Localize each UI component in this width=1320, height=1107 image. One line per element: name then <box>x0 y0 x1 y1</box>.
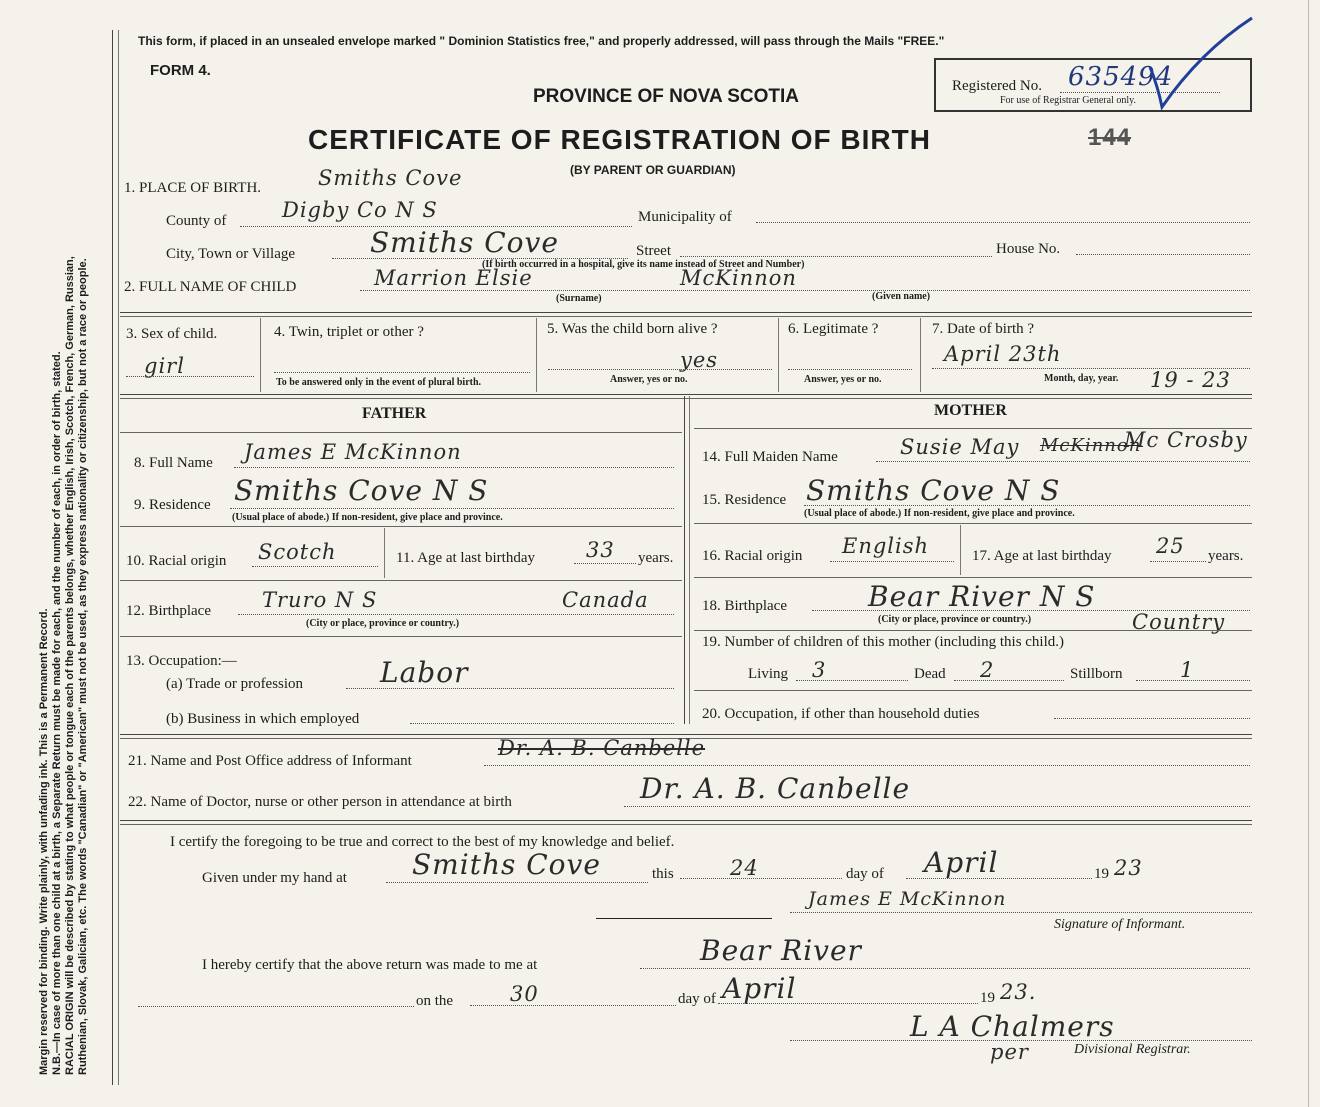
city-value: Smiths Cove <box>370 226 559 259</box>
doctor-label: 22. Name of Doctor, nurse or other person in attendance at birth <box>128 794 512 810</box>
city-label: City, Town or Village <box>166 246 296 262</box>
given-month-value: April <box>924 846 999 879</box>
page-edge <box>1308 0 1309 1107</box>
legitimate-label: 6. Legitimate ? <box>788 321 879 337</box>
father-residence-value: Smiths Cove N S <box>234 474 489 507</box>
informant-struck-value: Dr. A. B. Canbelle <box>498 736 706 760</box>
title-struck-number: 144 <box>1088 124 1132 151</box>
father-occupation-label: 13. Occupation:— <box>126 653 237 669</box>
father-birthplace-caption: (City or place, province or country.) <box>306 618 460 629</box>
mother-residence-caption: (Usual place of abode.) If non-resident, give place and province. <box>804 508 1075 519</box>
checkmark-icon <box>1140 12 1260 112</box>
informant-signature: James E McKinnon <box>808 888 1007 910</box>
father-birthplace-value: Truro N S <box>262 588 378 612</box>
father-trade-value: Labor <box>380 656 469 689</box>
mother-age-label: 17. Age at last birthday <box>972 548 1112 564</box>
informant-signature-caption: Signature of Informant. <box>1054 917 1186 932</box>
registrar-caption: Divisional Registrar. <box>1074 1042 1191 1057</box>
mother-residence-label: 15. Residence <box>702 492 787 508</box>
dob-label: 7. Date of birth ? <box>932 321 1035 337</box>
place-value: Smiths Cove <box>318 166 463 190</box>
father-race-label: 10. Racial origin <box>126 553 227 569</box>
column-divider <box>684 396 685 724</box>
father-birthplace-label: 12. Birthplace <box>126 603 211 619</box>
dob-caption: Month, day, year. <box>1044 373 1119 384</box>
certify-statement: I certify the foregoing to be true and correct to the best of my knowledge and belief. <box>170 834 675 850</box>
municipality-label: Municipality of <box>638 209 732 225</box>
doctor-value: Dr. A. B. Canbelle <box>640 772 911 805</box>
hospital-note: (If birth occurred in a hospital, give its name instead of Street and Number) <box>482 259 805 270</box>
twin-label: 4. Twin, triplet or other ? <box>274 324 424 340</box>
given-place-value: Smiths Cove <box>412 848 601 881</box>
registrar-on-the-label: on the <box>416 993 454 1009</box>
mother-name-value: Susie May <box>900 435 1020 459</box>
alive-caption: Answer, yes or no. <box>610 374 688 385</box>
child-surname-value: McKinnon <box>680 266 797 290</box>
sex-value: girl <box>144 354 185 378</box>
child-name-label: 2. FULL NAME OF CHILD <box>124 279 297 295</box>
margin-note-multiple-births: N.B.—In case of more than one child at a birth, a Separate Return must be made for each, and the number of each, in order of birth, stated. <box>51 351 63 1075</box>
father-age-label: 11. Age at last birthday <box>396 550 535 566</box>
surname-caption: (Surname) <box>556 293 602 304</box>
mother-race-label: 16. Racial origin <box>702 548 803 564</box>
given-under-label: Given under my hand at <box>202 870 347 886</box>
dob-year: 19 - 23 <box>1150 368 1231 392</box>
mother-occupation-label: 20. Occupation, if other than household duties <box>702 706 980 722</box>
stillborn-label: Stillborn <box>1070 666 1123 682</box>
father-age-years: years. <box>638 550 674 566</box>
mail-note: This form, if placed in an unsealed envelope marked " Dominion Statistics free," and properly addressed, will pass through the Mails "FREE." <box>138 34 945 48</box>
registrar-year-prefix: 19 <box>980 990 995 1006</box>
registrar-month-value: April <box>722 972 797 1005</box>
margin-rule-inner <box>118 30 119 1085</box>
place-label: 1. PLACE OF BIRTH. <box>124 180 262 196</box>
mother-heading: MOTHER <box>934 402 1007 419</box>
street-label: Street <box>636 243 671 259</box>
mother-residence-value: Smiths Cove N S <box>806 474 1061 507</box>
dead-label: Dead <box>914 666 946 682</box>
county-value: Digby Co N S <box>282 198 438 222</box>
mother-age-years: years. <box>1208 548 1244 564</box>
this-label: this <box>652 866 674 882</box>
alive-value: yes <box>680 348 719 372</box>
mother-name-label: 14. Full Maiden Name <box>702 449 838 465</box>
registrar-day-value: 30 <box>510 982 539 1006</box>
registered-label: Registered No. <box>952 78 1042 94</box>
dob-value: April 23th <box>944 342 1062 366</box>
province-heading: PROVINCE OF NOVA SCOTIA <box>533 86 800 107</box>
father-trade-label: (a) Trade or profession <box>166 676 304 692</box>
father-name-label: 8. Full Name <box>134 455 213 471</box>
given-day-value: 24 <box>730 856 759 880</box>
living-value: 3 <box>812 658 827 682</box>
alive-label: 5. Was the child born alive ? <box>547 321 718 337</box>
mother-name-corrected: Mc Crosby <box>1124 428 1248 452</box>
registrar-note: For use of Registrar General only. <box>1000 95 1136 106</box>
father-race-value: Scotch <box>258 540 337 564</box>
father-residence-caption: (Usual place of abode.) If non-resident, give place and province. <box>232 512 503 523</box>
registrar-place-value: Bear River <box>700 934 862 967</box>
mother-age-value: 25 <box>1156 534 1185 558</box>
dead-value: 2 <box>980 658 995 682</box>
registrar-signature-per: per <box>990 1040 1029 1064</box>
margin-notes <box>30 20 110 1090</box>
registrar-year-value: 23. <box>1000 980 1037 1004</box>
legitimate-caption: Answer, yes or no. <box>804 374 882 385</box>
given-year-prefix: 19 <box>1094 866 1109 882</box>
form-number: FORM 4. <box>150 62 211 79</box>
given-year-value: 23 <box>1114 856 1143 880</box>
father-residence-label: 9. Residence <box>134 497 211 513</box>
father-heading: FATHER <box>362 405 427 422</box>
informant-label: 21. Name and Post Office address of Informant <box>128 753 412 769</box>
father-birthplace-country: Canada <box>562 588 649 612</box>
certificate-title: CERTIFICATE OF REGISTRATION OF BIRTH <box>308 124 931 155</box>
stillborn-value: 1 <box>1180 658 1195 682</box>
mother-birthplace-value: Bear River N S <box>868 580 1096 613</box>
sex-label: 3. Sex of child. <box>126 326 218 342</box>
house-label: House No. <box>996 241 1061 257</box>
margin-note-binding: Margin reserved for binding. Write plainly, with unfading ink. This is a Permanent Record. <box>38 608 50 1075</box>
mother-birthplace-caption: (City or place, province or country.) <box>878 614 1032 625</box>
living-label: Living <box>748 666 788 682</box>
father-name-value: James E McKinnon <box>244 440 462 464</box>
registrar-day-of-label: day of <box>678 991 716 1007</box>
mother-birthplace-country: Country <box>1132 610 1226 634</box>
certificate-subtitle: (BY PARENT OR GUARDIAN) <box>570 163 736 177</box>
margin-note-racial-origin: RACIAL ORIGIN will be described by stating to what people or tongue each of the parents belongs, whether English, Irish, Scotch, French, German, Russian, <box>64 256 76 1075</box>
margin-rule <box>112 30 113 1085</box>
twin-note: To be answered only in the event of plural birth. <box>276 377 482 388</box>
registered-number: 635494 <box>1068 62 1174 92</box>
given-day-of-label: day of <box>846 866 884 882</box>
father-business-label: (b) Business in which employed <box>166 711 360 727</box>
mother-name-struck: McKinnon <box>1040 435 1142 456</box>
given-caption: (Given name) <box>872 291 931 302</box>
children-count-label: 19. Number of children of this mother (including this child.) <box>702 634 1065 650</box>
father-age-value: 33 <box>586 538 615 562</box>
mother-birthplace-label: 18. Birthplace <box>702 598 787 614</box>
margin-note-racial-origin-cont: Ruthenian, Slovak, Galician, etc. The words "Canadian" or "American" must not be used, as they express nationality or citizenship, but not a race or people. <box>77 258 89 1075</box>
registrar-statement: I hereby certify that the above return was made to me at <box>202 957 538 973</box>
county-label: County of <box>166 213 227 229</box>
registrar-signature: L A Chalmers <box>910 1010 1115 1043</box>
section-rule <box>120 312 1252 313</box>
child-given-value: Marrion Elsie <box>374 266 533 290</box>
mother-race-value: English <box>842 534 930 558</box>
